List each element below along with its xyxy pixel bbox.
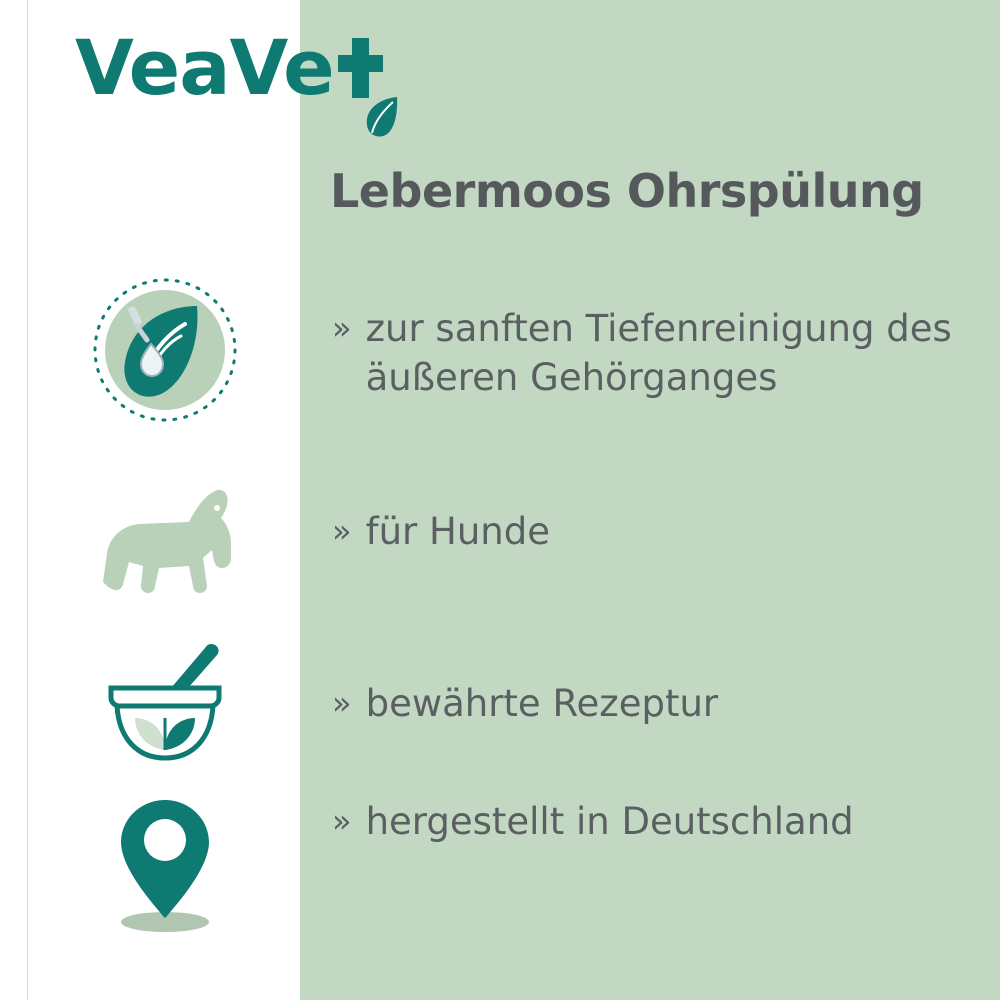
ear-drop-icon <box>85 270 245 430</box>
brand-logo <box>75 23 392 112</box>
feature-text-4: hergestellt in Deutschland <box>365 800 854 843</box>
right-green-panel <box>300 0 1000 1000</box>
feature-item-3 <box>332 680 982 729</box>
feature-text-3: bewährte Rezeptur <box>365 682 719 725</box>
feature-item-4 <box>332 798 982 847</box>
brand-logo-text: VeaVe <box>75 23 334 112</box>
left-border-strip <box>0 0 28 1000</box>
bullet-marker-icon: » <box>332 512 352 550</box>
dog-icon <box>85 462 245 622</box>
feature-text-2: für Hunde <box>365 510 550 553</box>
bullet-marker-icon: » <box>332 684 352 722</box>
bullet-marker-icon: » <box>332 309 352 347</box>
mortar-pestle-icon <box>85 622 245 782</box>
feature-text-1: zur sanften Tiefenreinigung des äußeren Gehörganges <box>365 307 952 399</box>
page-title: Lebermoos Ohrspülung <box>330 164 924 218</box>
location-pin-icon <box>85 782 245 942</box>
feature-item-2 <box>332 508 982 557</box>
bullet-marker-icon: » <box>332 802 352 840</box>
leaf-icon <box>363 95 399 139</box>
feature-item-1 <box>332 305 982 403</box>
